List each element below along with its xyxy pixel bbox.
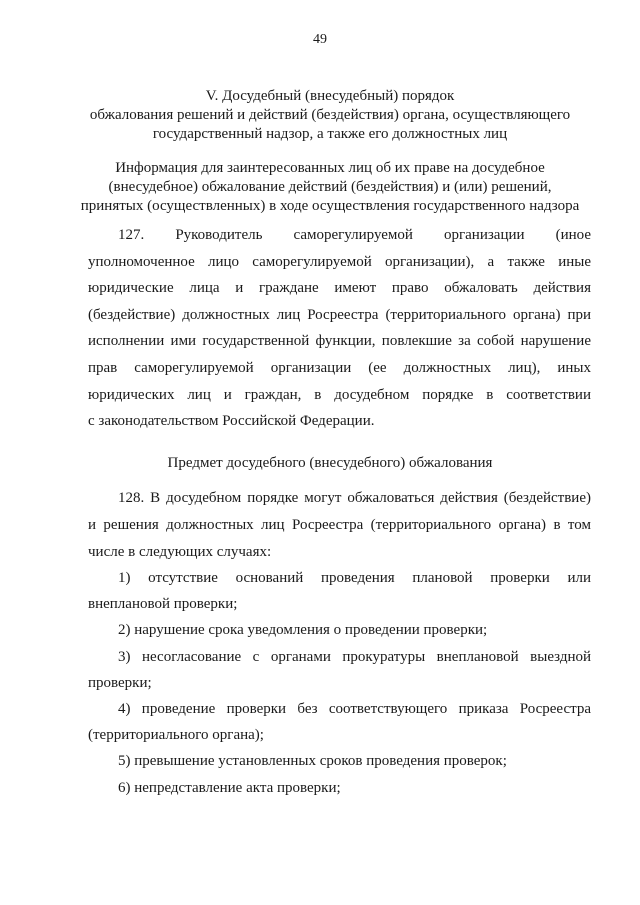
section-heading-line: обжалования решений и действий (бездействия) органа, осуществляющего	[89, 107, 571, 123]
paragraph-line: юридических лиц и граждан, в досудебном порядке в соответствии	[88, 386, 591, 403]
page-number: 49	[313, 32, 327, 47]
subject-heading-text: Предмет досудебного (внесудебного) обжалования	[167, 455, 493, 471]
paragraph-127	[88, 222, 591, 435]
list-item: 4) проведение проверки без соответствующего приказа Росреестра	[118, 700, 591, 717]
subject-heading	[60, 454, 600, 473]
info-heading-line: Информация для заинтересованных лиц об их праве на досудебное	[115, 160, 545, 176]
paragraph-line: 127. Руководитель саморегулируемой организации (иное	[118, 227, 591, 243]
paragraph-128	[88, 485, 591, 566]
paragraph-line: уполномоченное лицо саморегулируемой организации), а также иные	[88, 253, 591, 270]
list-item-continuation: внеплановой проверки;	[88, 596, 238, 613]
paragraph-line: 128. В досудебном порядке могут обжаловаться действия (бездействие)	[118, 490, 591, 506]
paragraph-line: с законодательством Российской Федерации.	[88, 413, 375, 430]
paragraph-line: юридические лица и граждане имеют право обжаловать действия	[88, 280, 591, 297]
paragraph-line: числе в следующих случаях:	[88, 544, 272, 560]
list-item: 2) нарушение срока уведомления о проведении проверки;	[118, 622, 488, 639]
section-heading-line: V. Досудебный (внесудебный) порядок	[205, 88, 455, 104]
list-item-continuation: (территориального органа);	[88, 727, 264, 744]
paragraph-line: и решения должностных лиц Росреестра (территориального органа) в том	[88, 517, 591, 533]
list-item: 5) превышение установленных сроков проведения проверок;	[118, 753, 507, 770]
list-item: 6) непредставление акта проверки;	[118, 779, 341, 796]
info-heading-line: (внесудебное) обжалование действий (бездействия) и (или) решений,	[108, 179, 552, 195]
section-heading	[60, 87, 600, 144]
violation-list	[88, 565, 591, 801]
list-item: 1) отсутствие оснований проведения плановой проверки или	[118, 570, 591, 586]
list-item: 3) несогласование с органами прокуратуры внеплановой выездной	[118, 648, 591, 665]
section-heading-line: государственный надзор, а также его должностных лиц	[152, 126, 508, 142]
info-heading-line: принятых (осуществленных) в ходе осуществления государственного надзора	[80, 198, 580, 214]
paragraph-line: прав саморегулируемой организации (ее должностных лиц), иных	[88, 359, 591, 376]
paragraph-line: исполнении ими государственной функции, повлекшие за собой нарушение	[88, 333, 591, 350]
paragraph-line: (бездействие) должностных лиц Росреестра (территориального органа) при	[88, 306, 591, 323]
info-heading	[60, 159, 600, 216]
list-item-continuation: проверки;	[88, 674, 152, 691]
